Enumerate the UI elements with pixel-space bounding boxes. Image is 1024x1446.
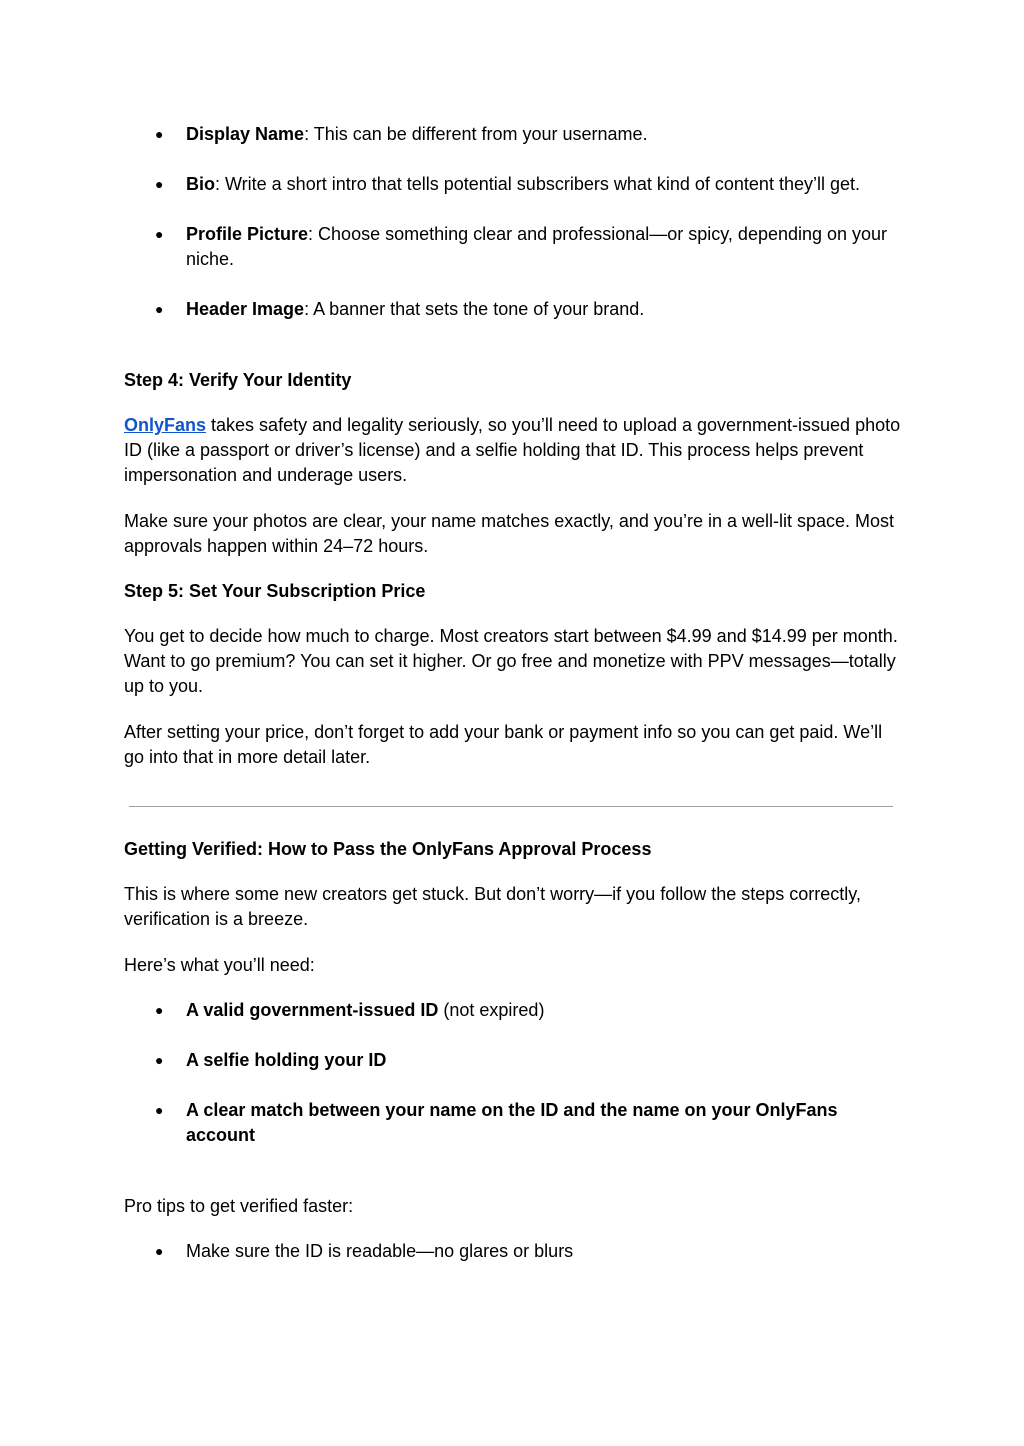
need-label: Here’s what you’ll need: [124, 955, 315, 975]
list-item [186, 297, 906, 322]
verified-heading: Getting Verified: How to Pass the OnlyFans Approval Process [124, 839, 652, 859]
list-item: Make sure the ID is readable—no glares or blurs [186, 1241, 574, 1261]
bullet-dot: ● [155, 126, 164, 142]
list-item [186, 998, 906, 1023]
bullet-term: A valid government-issued ID [186, 1000, 439, 1020]
step5-paragraph-1: You get to decide how much to charge. Most creators start between $4.99 and $14.99 per month. Want to go premium? You can set it higher. Or go free and monetize with PPV messages—totally up to you. [124, 626, 898, 696]
bullet-term: Profile Picture [186, 224, 309, 244]
bullet-term: Display Name [186, 124, 305, 144]
bullet-term: A clear match between your name on the ID and the name on your OnlyFans account [186, 1100, 838, 1145]
bullet-dot: ● [155, 1052, 164, 1068]
bullet-dot: ● [155, 176, 164, 192]
bullet-dot: ● [155, 1002, 164, 1018]
step4-heading: Step 4: Verify Your Identity [124, 370, 352, 390]
list-item [186, 1098, 906, 1148]
tips-label: Pro tips to get verified faster: [124, 1196, 354, 1216]
verified-intro: This is where some new creators get stuck. But don’t worry—if you follow the steps correctly, verification is a breeze. [124, 884, 861, 929]
bullet-term: Header Image [186, 299, 305, 319]
step5-heading: Step 5: Set Your Subscription Price [124, 581, 426, 601]
onlyfans-link[interactable]: OnlyFans [124, 415, 207, 435]
list-item [186, 222, 906, 272]
step4-paragraph-1-text: takes safety and legality seriously, so you’ll need to upload a government-issued photo ID (like a passport or driver’s license) and a selfie holding that ID. This process helps prevent impersonation and underage users. [124, 415, 901, 485]
bullet-text: : Choose something clear and professional—or spicy, depending on your niche. [186, 224, 888, 269]
bullet-dot: ● [155, 301, 164, 317]
bullet-dot: ● [155, 1102, 164, 1118]
bullet-text: (not expired) [438, 1000, 545, 1020]
step4-paragraph-1 [124, 413, 904, 488]
bullet-text: : This can be different from your username. [304, 124, 648, 144]
bullet-text: : Write a short intro that tells potential subscribers what kind of content they’ll get. [215, 174, 860, 194]
step4-paragraph-2: Make sure your photos are clear, your name matches exactly, and you’re in a well-lit space. Most approvals happen within 24–72 hours. [124, 511, 895, 556]
step5-paragraph-2: After setting your price, don’t forget to add your bank or payment info so you can get paid. We’ll go into that in more detail later. [124, 722, 883, 767]
list-item [186, 1048, 906, 1073]
bullet-term: A selfie holding your ID [186, 1050, 387, 1070]
bullet-term: Bio [186, 174, 215, 194]
list-item [186, 172, 906, 197]
bullet-dot: ● [155, 1243, 164, 1259]
list-item [186, 122, 906, 147]
bullet-text: : A banner that sets the tone of your brand. [304, 299, 645, 319]
horizontal-divider [129, 806, 893, 807]
bullet-dot: ● [155, 226, 164, 242]
